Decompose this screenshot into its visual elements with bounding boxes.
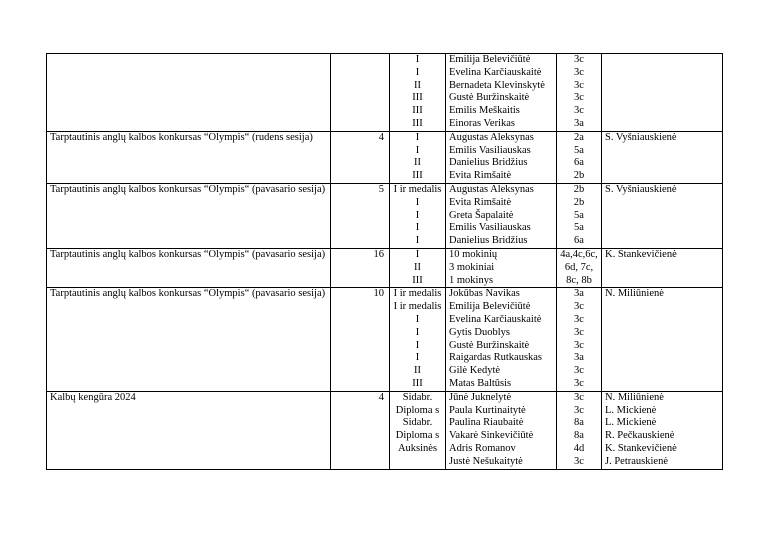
classes-line: 3c <box>574 79 584 91</box>
places-line: Sidabr. Diploma s Sidabr. Diploma s Auksinės <box>395 391 440 454</box>
event-name-cell: Tarptautinis anglų kalbos konkursas “Olympis“ (pavasario sesija) <box>47 183 331 248</box>
teachers-cell <box>602 248 723 287</box>
places-line: I ir medalis <box>393 288 442 300</box>
classes-line: 3c <box>574 301 584 313</box>
classes-line: 3c <box>574 365 584 377</box>
places-line: I ir medalis <box>393 301 442 313</box>
places-line: III <box>412 170 423 182</box>
teachers-line: K. Stankevičienė <box>605 442 677 454</box>
participant-count-cell: 10 <box>331 288 390 391</box>
teachers-line: J. Petrauskienė <box>605 455 668 467</box>
students-line: Evelina Karčiauskaitė <box>449 66 542 78</box>
teachers-cell <box>602 391 723 469</box>
teachers-line: S. Vyšniauskienė <box>605 131 677 143</box>
teachers-line: N. Miliūnienė <box>605 288 664 300</box>
table-row <box>47 54 723 132</box>
places-line: I ir medalis <box>393 183 442 195</box>
classes-cell <box>557 248 602 287</box>
places-line: III <box>412 105 423 117</box>
places-line: II <box>414 157 421 169</box>
places-line: I <box>415 248 420 260</box>
classes-line: 5a <box>574 144 584 156</box>
classes-line: 3c <box>574 455 584 467</box>
students-line: Paula Kurtinaitytė <box>449 404 526 416</box>
classes-line: 2a <box>574 131 584 143</box>
event-name-cell: Tarptautinis anglų kalbos konkursas “Olympis“ (rudens sesija) <box>47 131 331 183</box>
classes-line: 8a <box>574 430 584 442</box>
classes-line: 3c <box>574 92 584 104</box>
places-line: II <box>414 261 421 273</box>
students-line: Danielius Bridžius <box>449 157 528 169</box>
classes-line: 3c <box>574 404 584 416</box>
teachers-line: S. Vyšniauskienė <box>605 183 677 195</box>
classes-line: 3c <box>574 105 584 117</box>
classes-line: 3c <box>574 313 584 325</box>
students-line: Justė Nešukaitytė <box>449 455 523 467</box>
classes-line: 3c <box>574 377 584 389</box>
teachers-cell <box>602 131 723 183</box>
students-line: Emilis Meškaitis <box>449 105 520 117</box>
places-cell <box>390 288 446 391</box>
students-line: Greta Šapalaitė <box>449 209 514 221</box>
classes-cell <box>557 391 602 469</box>
participant-count-cell: 4 <box>331 391 390 469</box>
students-line: Einoras Verikas <box>449 117 515 129</box>
results-table-body <box>47 54 723 470</box>
places-line: I <box>415 222 420 234</box>
students-line: Matas Baltūsis <box>449 377 512 389</box>
students-line: Emilija Belevičiūtė <box>449 301 531 313</box>
participant-count-cell: 16 <box>331 248 390 287</box>
students-line: Emilija Belevičiūtė <box>449 54 531 65</box>
teachers-line: N. Miliūnienė <box>605 391 664 403</box>
students-line: Emilis Vasiliauskas <box>449 144 531 156</box>
event-name-cell: Tarptautinis anglų kalbos konkursas “Olympis“ (pavasario sesija) <box>47 248 331 287</box>
places-line: I <box>415 339 420 351</box>
classes-cell <box>557 131 602 183</box>
classes-line: 3a <box>574 288 584 300</box>
places-line: I <box>415 209 420 221</box>
classes-cell <box>557 183 602 248</box>
teachers-line: L. Mickienė <box>605 404 657 416</box>
students-cell <box>446 248 557 287</box>
places-cell <box>390 183 446 248</box>
results-table <box>46 53 723 470</box>
places-line: III <box>412 274 423 286</box>
places-line: I <box>415 326 420 338</box>
participant-count-cell <box>331 54 390 132</box>
event-name-cell: Tarptautinis anglų kalbos konkursas “Olympis“ (pavasario sesija) <box>47 288 331 391</box>
students-line: Emilis Vasiliauskas <box>449 222 531 234</box>
places-line: I <box>415 131 420 143</box>
students-line: Evita Rimšaitė <box>449 196 512 208</box>
classes-line: 6a <box>574 235 584 247</box>
places-line: III <box>412 117 423 129</box>
teachers-cell <box>602 183 723 248</box>
students-cell <box>446 391 557 469</box>
teachers-cell <box>602 54 723 132</box>
teachers-line: K. Stankevičienė <box>605 248 677 260</box>
table-row <box>47 131 723 183</box>
students-line: Augustas Aleksynas <box>449 131 534 143</box>
places-line: I <box>415 144 420 156</box>
participant-count-cell: 5 <box>331 183 390 248</box>
students-line: Raigardas Rutkauskas <box>449 352 543 364</box>
event-name-cell <box>47 54 331 132</box>
places-line: I <box>415 66 420 78</box>
students-line: Paulina Riaubaitė <box>449 417 524 429</box>
places-line: III <box>412 377 423 389</box>
students-line: Vakarė Sinkevičiūtė <box>449 430 534 442</box>
students-line: Gustė Buržinskaitė <box>449 339 530 351</box>
teachers-line: L. Mickienė <box>605 417 657 429</box>
places-line: I <box>415 235 420 247</box>
classes-line: 6a <box>574 157 584 169</box>
students-line: Jokūbas Navikas <box>449 288 520 300</box>
students-line: 1 mokinys <box>449 274 494 286</box>
places-line: II <box>414 79 421 91</box>
students-line: Augustas Aleksynas <box>449 183 534 195</box>
table-row <box>47 248 723 287</box>
table-row <box>47 391 723 469</box>
students-cell <box>446 131 557 183</box>
students-line: Bernadeta Klevinskytė <box>449 79 545 91</box>
classes-line: 3c <box>574 339 584 351</box>
classes-line: 2b <box>573 170 585 182</box>
places-line: I <box>415 352 420 364</box>
classes-line: 3a <box>574 117 584 129</box>
students-line: 3 mokiniai <box>449 261 495 273</box>
students-line: Gustė Buržinskaitė <box>449 92 530 104</box>
classes-line: 3c <box>574 391 584 403</box>
students-line: Gilė Kedytė <box>449 365 501 377</box>
classes-line: 2b <box>573 183 585 195</box>
students-line: Danielius Bridžius <box>449 235 528 247</box>
classes-line: 3c <box>574 326 584 338</box>
students-line: 10 mokinių <box>449 248 498 260</box>
teachers-line: R. Pečkauskienė <box>605 430 675 442</box>
classes-line: 2b <box>573 196 585 208</box>
students-line: Evita Rimšaitė <box>449 170 512 182</box>
classes-line: 4d <box>573 442 585 454</box>
students-cell <box>446 183 557 248</box>
places-cell <box>390 248 446 287</box>
participant-count-cell: 4 <box>331 131 390 183</box>
places-line: I <box>415 54 420 65</box>
students-line: Evelina Karčiauskaitė <box>449 313 542 325</box>
classes-line: 3c <box>574 66 584 78</box>
students-cell <box>446 288 557 391</box>
event-name-cell: Kalbų kengūra 2024 <box>47 391 331 469</box>
table-row <box>47 183 723 248</box>
classes-line: 5a <box>574 209 584 221</box>
places-line: III <box>412 92 423 104</box>
students-line: Jūnė Juknelytė <box>449 391 512 403</box>
places-line: I <box>415 313 420 325</box>
classes-line: 5a <box>574 222 584 234</box>
places-line: II <box>414 365 421 377</box>
places-cell <box>390 391 446 469</box>
classes-line: 3a <box>574 352 584 364</box>
students-line: Adris Romanov <box>449 442 516 454</box>
classes-cell <box>557 288 602 391</box>
classes-line: 8a <box>574 417 584 429</box>
teachers-cell <box>602 288 723 391</box>
places-line: I <box>415 196 420 208</box>
students-cell <box>446 54 557 132</box>
students-line: Gytis Duoblys <box>449 326 510 338</box>
classes-line: 3c <box>574 54 584 65</box>
classes-cell <box>557 54 602 132</box>
places-cell <box>390 131 446 183</box>
table-row <box>47 288 723 391</box>
classes-line: 4a,4c,6c, 6d, 7c, 8c, 8b <box>560 248 598 286</box>
places-cell <box>390 54 446 132</box>
